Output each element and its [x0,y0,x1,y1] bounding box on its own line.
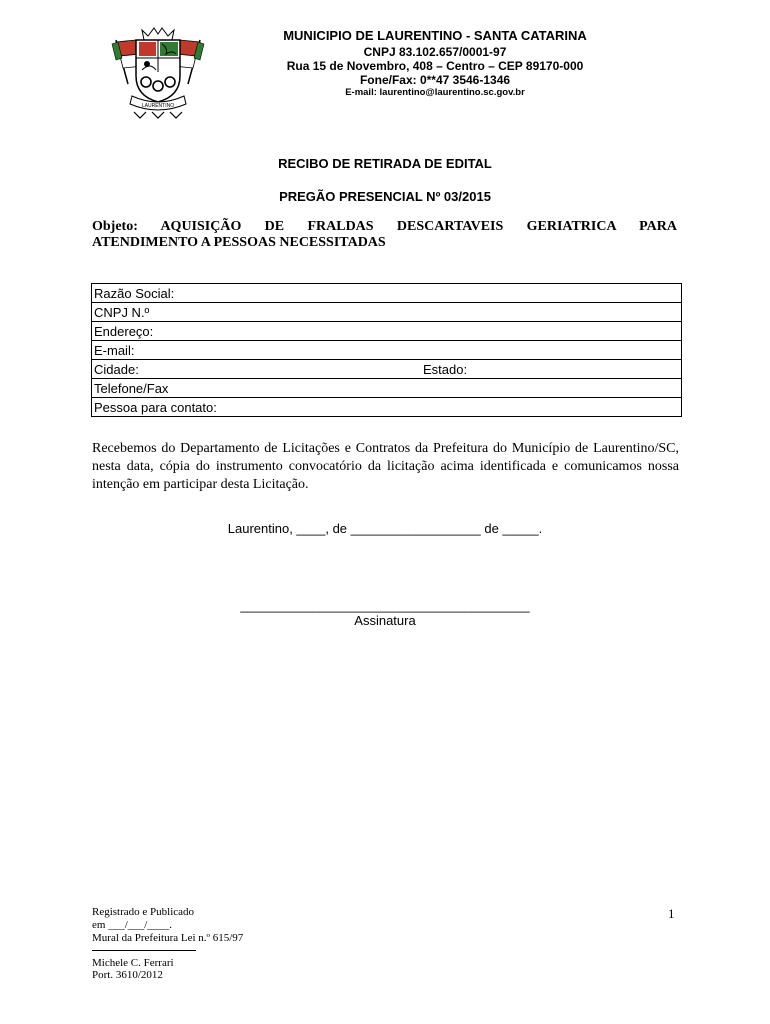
cidade-label: Cidade: [94,362,139,377]
municipality-name: MUNICIPIO DE LAURENTINO - SANTA CATARINA [283,28,587,43]
email-label: E-mail: [94,343,135,358]
contato-field[interactable] [92,398,681,417]
declaration-paragraph: Recebemos do Departamento de Licitações e Contratos da Prefeitura do Município de Laurentino/SC, nesta data, cópia do instrumento convocatório da licitação acima identificada e comunicamos nossa intenção em participar desta Licitação. [92,441,679,492]
place-date-line: Laurentino, ____, de __________________ de _____. [227,521,543,536]
footer-law: Mural da Prefeitura Lei n.º 615/97 [92,932,244,944]
footer-name: Michele C. Ferrari [92,957,174,969]
objeto-text [92,219,677,251]
estado-label: Estado: [423,362,468,377]
cnpj-text: CNPJ 83.102.657/0001-97 [363,45,507,59]
signature-line: ________________________________________ [240,598,530,613]
footer-port: Port. 3610/2012 [92,969,163,981]
endereco-field[interactable] [92,322,681,341]
page-number: 1 [668,906,675,921]
email-field[interactable] [92,341,681,360]
footer-divider [92,950,196,951]
cnpj-field[interactable] [92,303,681,322]
telefone-label: Telefone/Fax [94,381,169,396]
footer-date: em ___/___/____. [92,919,173,931]
footer-registered: Registrado e Publicado [92,906,195,918]
address-text: Rua 15 de Novembro, 408 – Centro – CEP 89170-000 [286,59,584,73]
objeto-line-1: Objeto: AQUISIÇÃO DE FRALDAS DESCARTAVEIS GERIATRICA PARA [92,219,677,234]
email-text: E-mail: laurentino@laurentino.sc.gov.br [345,87,525,98]
phone-text: Fone/Fax: 0**47 3546-1346 [359,73,511,87]
razao-social-field[interactable] [92,284,681,303]
cidade-estado-field[interactable] [92,360,681,379]
razao-social-label: Razão Social: [94,286,175,301]
objeto-line-2: ATENDIMENTO A PESSOAS NECESSITADAS [92,235,386,250]
svg-text:LAURENTINO: LAURENTINO [141,103,175,109]
company-info-form [91,283,682,417]
document-title: RECIBO DE RETIRADA DE EDITAL [278,156,492,171]
contato-label: Pessoa para contato: [94,400,217,415]
document-subtitle: PREGÃO PRESENCIAL Nº 03/2015 [279,189,491,204]
cnpj-label: CNPJ N.º [94,305,150,320]
telefone-field[interactable] [92,379,681,398]
municipal-coat-of-arms-logo [106,26,210,120]
endereco-label: Endereço: [94,324,154,339]
signature-label: Assinatura [354,613,416,628]
